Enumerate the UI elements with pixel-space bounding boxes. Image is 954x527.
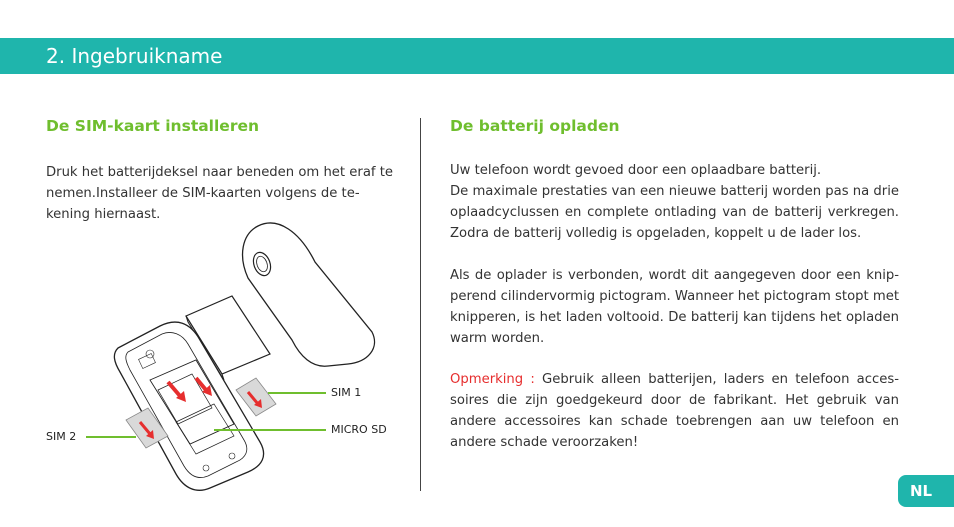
- battery-para1-line1: Uw telefoon wordt gevoed door een oplaadbare batterij.: [450, 163, 822, 178]
- language-badge: NL: [898, 475, 954, 507]
- sim1-label: SIM 1: [331, 386, 362, 399]
- remark-paragraph: [450, 369, 899, 453]
- remark-label: Opmerking :: [450, 372, 535, 387]
- battery-para2: Als de oplader is verbonden, wordt dit aangegeven door een knip-perend cilindervormig pictogram. Wanneer het pictogram stopt met knipperen, is het laden voltooid. De batterij kan tijdens het opladen warm worden.: [450, 268, 899, 346]
- sim-instructions: Druk het batterijdeksel naar beneden om het eraf te nemen.Installeer de SIM-kaarten volgens de te-kening hiernaast.: [46, 165, 394, 222]
- column-divider: [420, 118, 421, 491]
- remark-text: Gebruik alleen batterijen, laders en telefoon acces-soires die zijn goedgekeurd door de fabrikant. Het gebruik van andere accessoires kan schade toebrengen aan uw telefoon en andere schade veroorzaken!: [450, 372, 899, 450]
- battery-heading: De batterij opladen: [450, 117, 620, 135]
- microsd-label: MICRO SD: [331, 423, 387, 436]
- battery-para1-rest: De maximale prestaties van een nieuwe batterij worden pas na drie oplaadcyclussen en complete ontlading van de batterij verkregen. Zodra de batterij volledig is opgeladen, koppelt u de lader los.: [450, 184, 899, 241]
- battery-para1: [450, 160, 899, 244]
- sim2-label: SIM 2: [46, 430, 77, 443]
- section-title: 2. Ingebruikname: [46, 44, 223, 68]
- sim-heading: De SIM-kaart installeren: [46, 117, 260, 135]
